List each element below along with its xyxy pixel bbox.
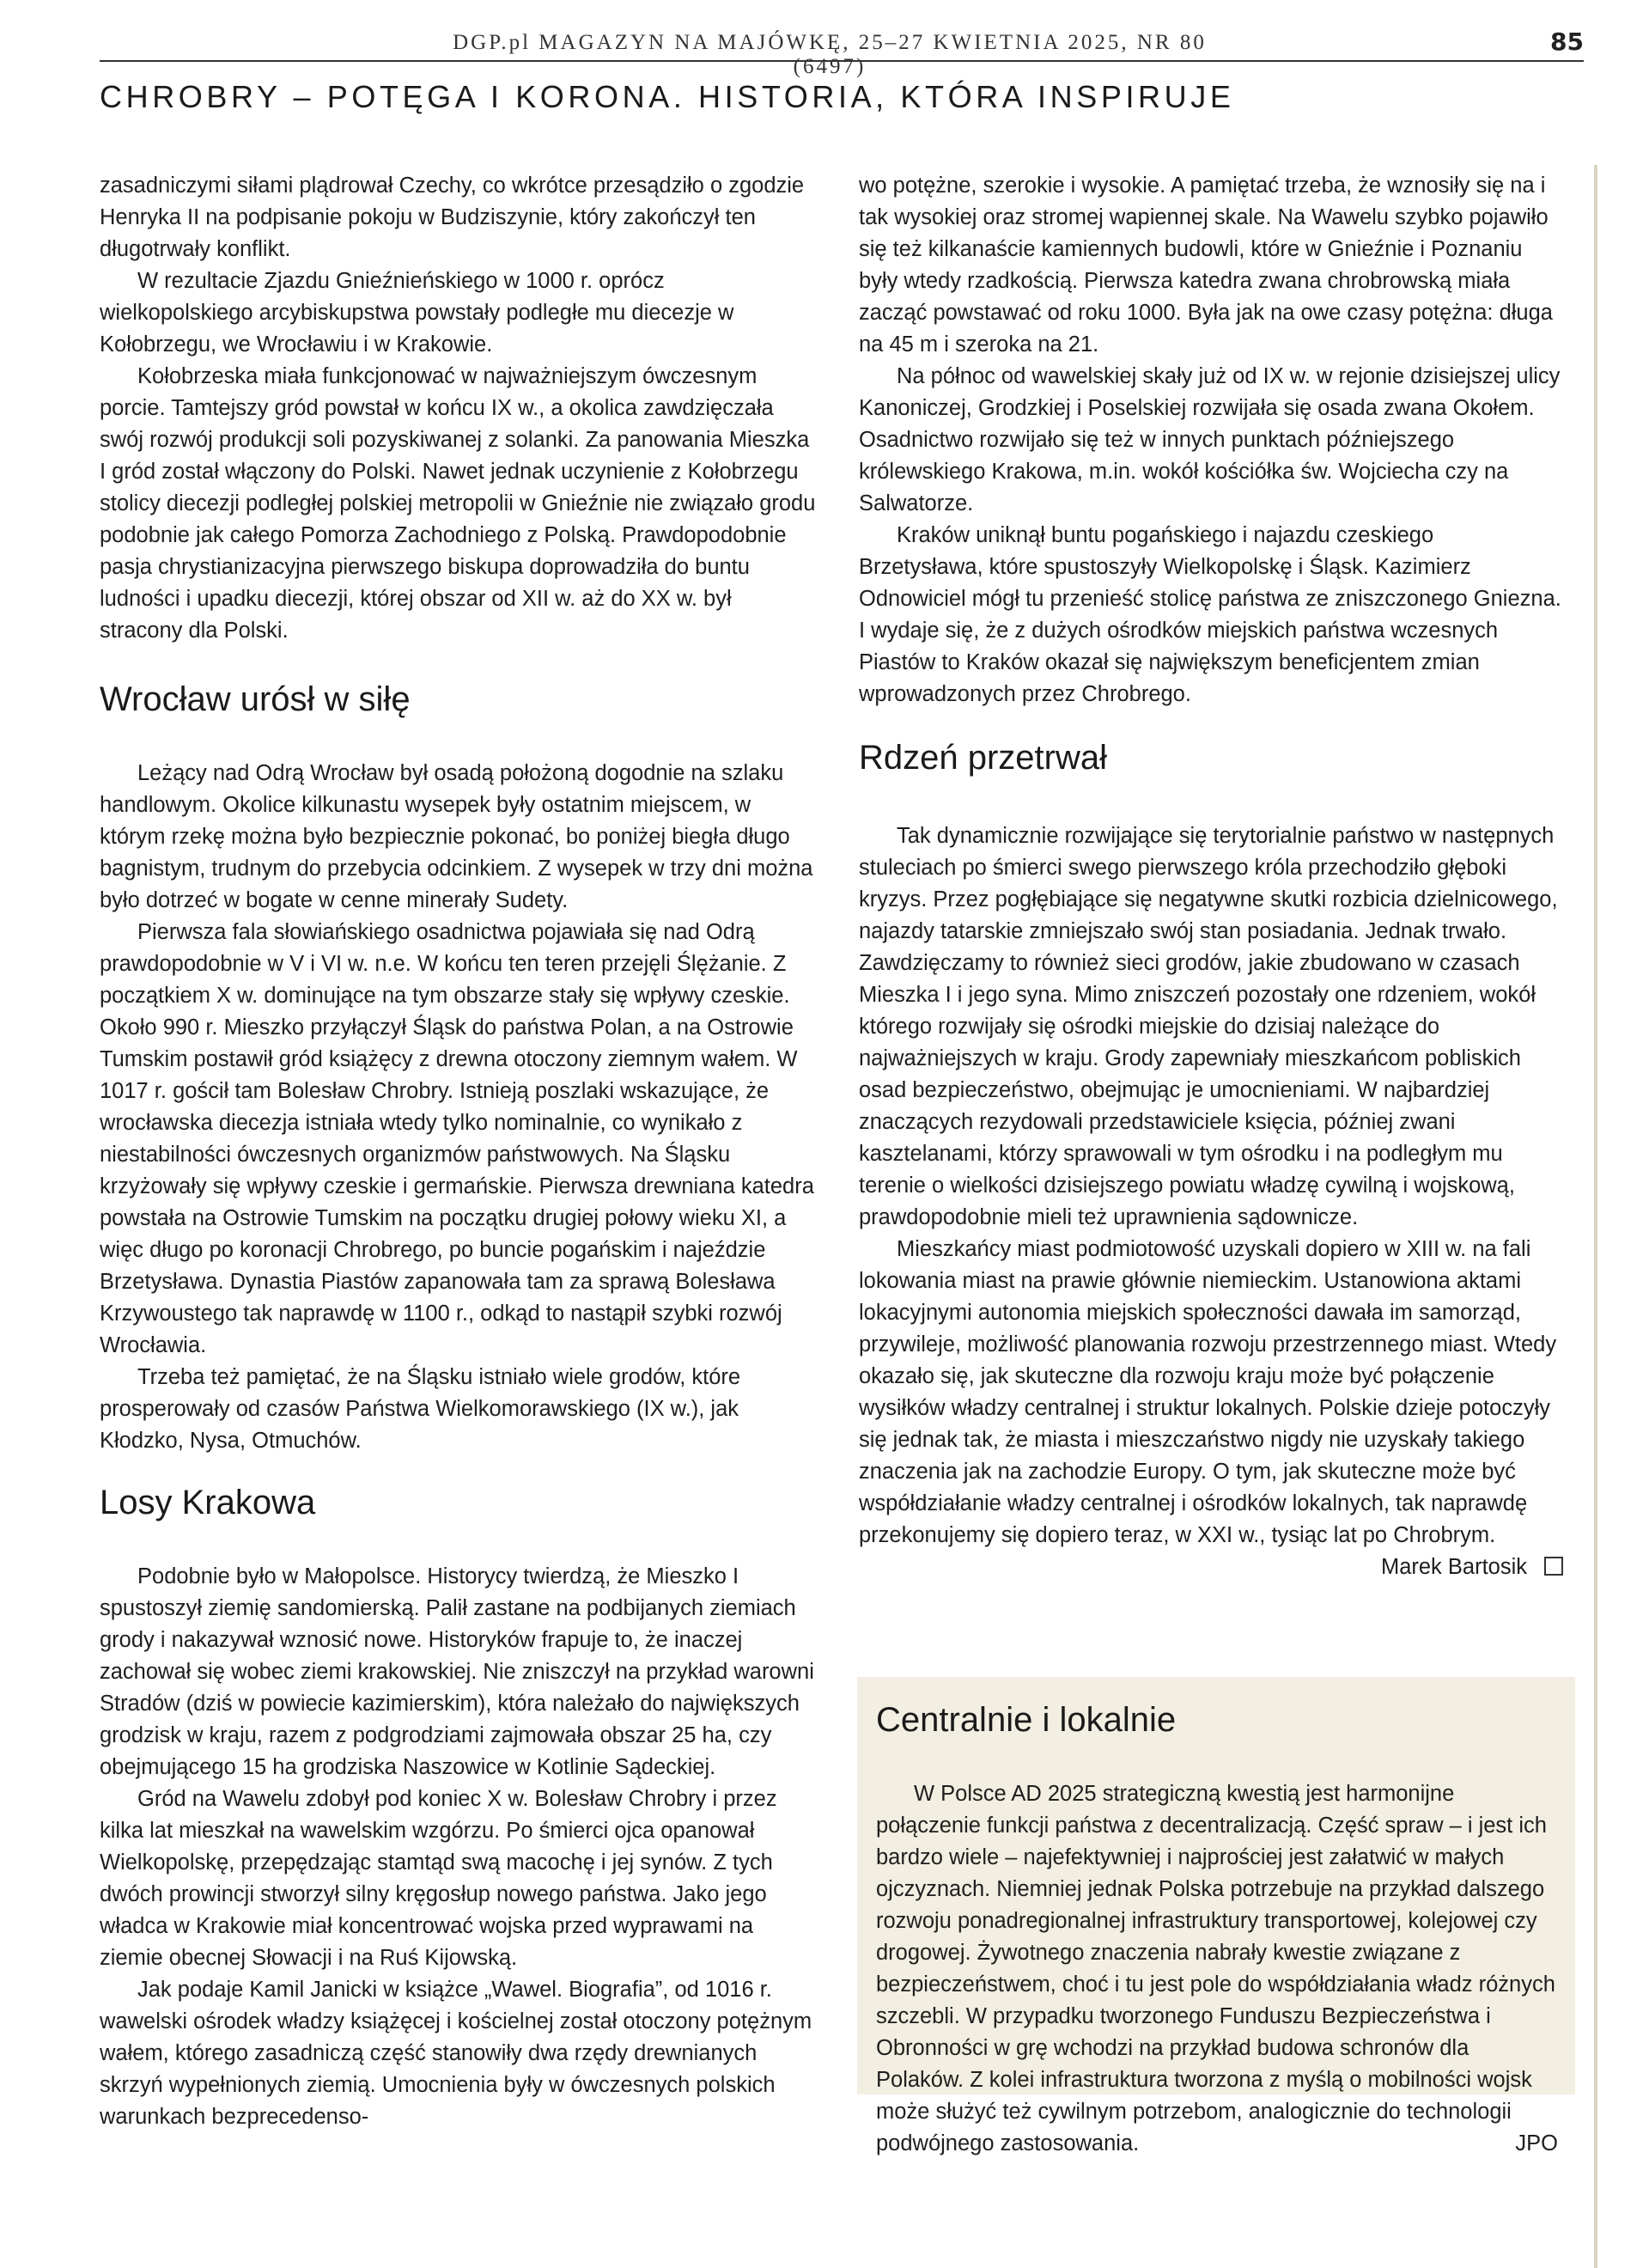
sidebar-heading: Centralnie i lokalnie <box>876 1701 1177 1739</box>
right-column <box>859 170 1563 1583</box>
sidebar-box <box>857 1677 1575 2155</box>
byline <box>859 1552 1563 1583</box>
paragraph: Tak dynamicznie rozwijające się terytorialnie państwo w następnych stuleciach po śmierci swego pierwszego króla przechodziło głęboki kryzys. Przez pogłębiające się negatywne skutki rozbicia dzielnicowego, najazdy tatarskie zmniejszało swój stan posiadania. Jednak trwało. Zawdzięczamy to również sieci grodów, jakie zbudowano w czasach Mieszka I i jego syna. Mimo zniszczeń pozostały one rdzeniem, wokół którego rozwijały się ośrodki miejskie do dzisiaj należące do najważniejszych w kraju. Grody zapewniały mieszkańcom pobliskich osad bezpieczeństwo, obejmując je umocnieniami. W najbardziej znaczących rezydowali przedstawiciele księcia, później zwani kasztelanami, którzy sprawowali w tym ośrodku i na podległym mu terenie o wielkości dzisiejszego powiatu władzę cywilną i wojskową, prawdopodobnie mieli też uprawnienia sądownicze. <box>859 824 1558 1229</box>
author-name: Marek Bartosik <box>1380 1555 1527 1579</box>
paragraph: wo potężne, szerokie i wysokie. A pamiętać trzeba, że wznosiły się na i tak wysokiej oraz stromej wapiennej skale. Na Wawelu szybko pojawiło się też kilkanaście kamiennych budowli, które w Gnieźnie i Poznaniu były wtedy rzadkością. Pierwsza katedra zwana chrobrowską miała zacząć powstawać od roku 1000. Była jak na owe czasy potężna: długa na 45 m i szeroka na 21. <box>859 174 1553 357</box>
paragraph: Jak podaje Kamil Janicki w książce „Wawel. Biografia”, od 1016 r. wawelski ośrodek władzy książęcej i kościelnej został otoczony potężnym wałem, którego zasadniczą część stanowiły dwa rzędy drewnianych skrzyń wypełnionych ziemią. Umocnienia były w ówczesnych polskich warunkach bezprecedenso- <box>100 1978 812 2129</box>
section-title: CHROBRY – POTĘGA I KORONA. HISTORIA, KTÓRA INSPIRUJE <box>100 79 1235 114</box>
sidebar-body: W Polsce AD 2025 strategiczną kwestią jest harmonijne połączenie funkcji państwa z decentralizacją. Część spraw – i jest ich bardzo wiele – najefektywniej i najprościej jest załatwić w małych ojczyznach. Niemniej jednak Polska potrzebuje na przykład dalszego rozwoju ponadregionalnej infrastruktury transportowej, kolejowej czy drogowej. Żywotnego znaczenia nabrały kwestie związane z bezpieczeństwem, choć i tu jest pole do współdziałania władz różnych szczebli. W przypadku tworzonego Funduszu Bezpieczeństwa i Obronności w grę wchodzi na przykład budowa schronów dla Polaków. Z kolei infrastruktura tworzona z myślą o mobilności wojsk może służyć też cywilnym potrzebom, analogicznie do technologii podwójnego zastosowania. <box>876 1782 1555 2155</box>
masthead <box>100 27 1584 78</box>
paragraph: W rezultacie Zjazdu Gnieźnieńskiego w 1000 r. oprócz wielkopolskiego arcybiskupstwa powstały podległe mu diecezje w Kołobrzegu, we Wrocławiu i w Krakowie. <box>100 269 734 357</box>
sidebar-paragraph <box>876 1778 1558 2160</box>
paragraph: Podobnie było w Małopolsce. Historycy twierdzą, że Mieszko I spustoszył ziemię sandomierską. Palił zastane na podbijanych ziemiach grody i nakazywał wznosić nowe. Historyków frapuje to, że inaczej zachował się wobec ziemi krakowskiej. Nie zniszczył na przykład warowni Stradów (dziś w powiecie kazimierskim), która należało do największych grodzisk w kraju, razem z podgrodziami zajmowała obszar 25 ha, czy obejmującego 15 ha grodziska Naszowice w Kotlinie Sądeckiej. <box>100 1564 814 1779</box>
paragraph: Kołobrzeska miała funkcjonować w najważniejszym ówczesnym porcie. Tamtejszy gród powstał w końcu IX w., a okolica zawdzięczała swój rozwój produkcji soli pozyskiwanej z solanki. Za panowania Mieszka I gród został włączony do Polski. Nawet jednak uczynienie z Kołobrzegu stolicy diecezji podległej polskiej metropolii w Gnieźnie nie związało grodu podobnie jak całego Pomorza Zachodniego z Polską. Prawdopodobnie pasja chrystianizacyjna pierwszego biskupa doprowadziła do buntu ludności i upadku diecezji, której obszar od XII w. aż do XX w. był stracony dla Polski. <box>100 364 816 643</box>
paragraph: Trzeba też pamiętać, że na Śląsku istniało wiele grodów, które prosperowały od czasów Państwa Wielkomorawskiego (IX w.), jak Kłodzko, Nysa, Otmuchów. <box>100 1365 741 1453</box>
paragraph: Na północ od wawelskiej skały już od IX w. w rejonie dzisiejszej ulicy Kanoniczej, Grodzkiej i Poselskiej rozwijała się osada zwana Okołem. Osadnictwo rozwijało się też w innych punktach późniejszego królewskiego Krakowa, m.in. wokół kościółka św. Wojciecha czy na Salwatorze. <box>859 364 1561 515</box>
heading-rdzen: Rdzeń przetrwał <box>859 739 1108 777</box>
heading-wroclaw: Wrocław urósł w siłę <box>100 680 411 718</box>
sidebar-text <box>876 1778 1558 2160</box>
paragraph: Mieszkańcy miast podmiotowość uzyskali dopiero w XIII w. na fali lokowania miast na prawie głównie niemieckim. Ustanowiona aktami lokacyjnymi autonomia miejskich społeczności dawała im samorząd, przywileje, możliwość planowania rozwoju przestrzennego miast. Wtedy okazało się, jak skuteczne dla rozwoju kraju może być połączenie wysiłków władzy centralnej i struktur lokalnych. Polskie dzieje potoczyły się jednak tak, że miasta i mieszczaństwo nigdy nie uzyskały takiego znaczenia jak na zachodzie Europy. O tym, jak skuteczne może być współdziałanie władzy centralnej i ośrodków lokalnych, tak naprawdę przekonujemy się dopiero teraz, w XXI w., tysiąc lat po Chrobrym. <box>859 1237 1557 1547</box>
masthead-text: DGP.pl MAGAZYN NA MAJÓWKĘ, 25–27 KWIETNIA 2025, NR 80 (6497) <box>453 31 1207 78</box>
page-number: 85 <box>1550 27 1584 56</box>
paragraph: Gród na Wawelu zdobył pod koniec X w. Bolesław Chrobry i przez kilka lat mieszkał na wawelskim wzgórzu. Po śmierci ojca opanował Wielkopolskę, przepędzając stamtąd swą macochę i jej synów. Z tych dwóch prowincji stworzył silny kręgosłup nowego państwa. Jako jego władca w Krakowie miał koncentrować wojska przed wyprawami na ziemie obecnej Słowacji i na Ruś Kijowską. <box>100 1787 777 1970</box>
paragraph: Pierwsza fala słowiańskiego osadnictwa pojawiała się nad Odrą prawdopodobnie w V i VI w. n.e. W końcu ten teren przejęli Ślężanie. Z początkiem X w. dominujące na tym obszarze stały się wpływy czeskie. Około 990 r. Mieszko przyłączył Śląsk do państwa Polan, a na Ostrowie Tumskim postawił gród książęcy z drewna otoczony ziemnym wałem. W 1017 r. gościł tam Bolesław Chrobry. Istnieją poszlaki wskazujące, że wrocławska diecezja istniała wtedy tylko nominalnie, co wynikało z niestabilności ówczesnych organizmów państwowych. Na Śląsku krzyżowały się wpływy czeskie i germańskie. Pierwsza drewniana katedra powstała na Ostrowie Tumskim na początku drugiej połowy wieku XI, a więc długo po koronacji Chrobrego, po buncie pogańskim i najeździe Brzetysława. Dynastia Piastów zapanowała tam za sprawą Bolesława Krzywoustego tak naprawdę w 1100 r., odkąd to nastąpił szybki rozwój Wrocławia. <box>100 920 814 1357</box>
left-column <box>100 170 819 2133</box>
end-of-article-icon <box>1544 1557 1563 1576</box>
side-rule <box>1594 165 1597 2268</box>
sidebar-signature: JPO <box>1515 2131 1558 2155</box>
paragraph: zasadniczymi siłami plądrował Czechy, co wkrótce przesądziło o zgodzie Henryka II na podpisanie pokoju w Budziszynie, który zakończył ten długotrwały konflikt. <box>100 174 805 261</box>
paragraph: Kraków uniknął buntu pogańskiego i najazdu czeskiego Brzetysława, które spustoszyły Wielkopolskę i Śląsk. Kazimierz Odnowiciel mógł tu przenieść stolicę państwa ze zniszczonego Gniezna. I wydaje się, że z dużych ośrodków miejskich państwa wczesnych Piastów to Kraków okazał się największym beneficjentem zmian wprowadzonych przez Chrobrego. <box>859 523 1561 706</box>
heading-krakow: Losy Krakowa <box>100 1484 316 1521</box>
paragraph: Leżący nad Odrą Wrocław był osadą położoną dogodnie na szlaku handlowym. Okolice kilkunastu wysepek były ostatnim miejscem, w którym rzekę można było bezpiecznie pokonać, bo poniżej biegła długo bagnistym, trudnym do przebycia odcinkiem. Z wysepek w trzy dni można było dotrzeć w bogate w cenne minerały Sudety. <box>100 761 813 912</box>
